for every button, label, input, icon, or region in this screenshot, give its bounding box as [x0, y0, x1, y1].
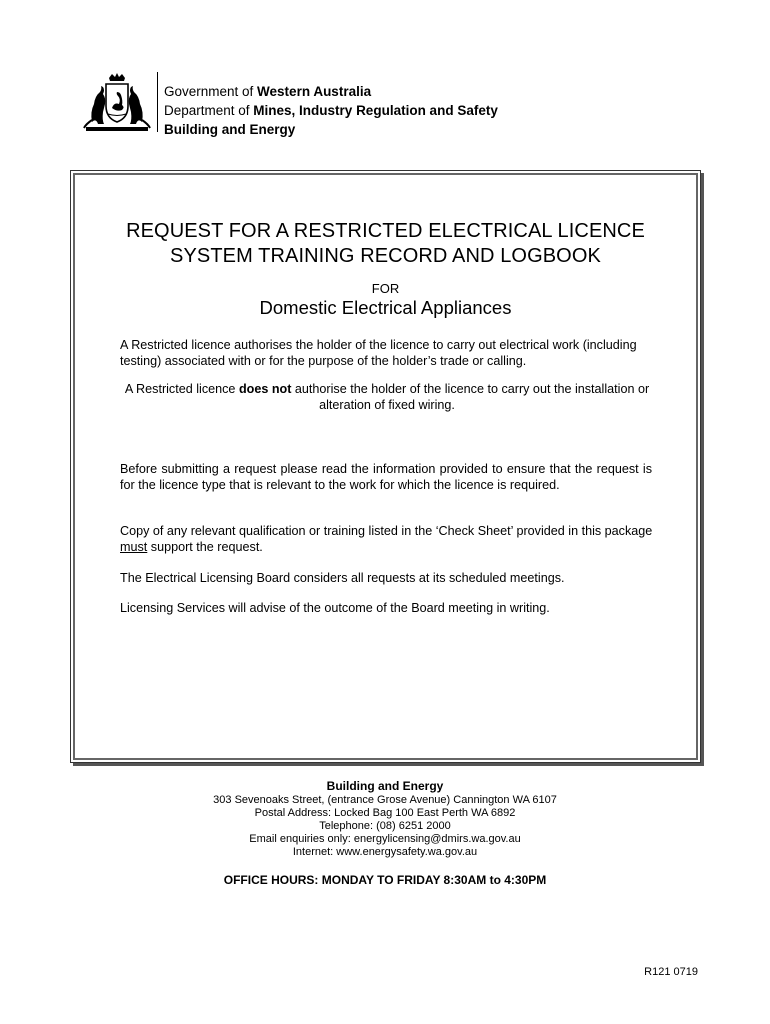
footer-title: Building and Energy	[326, 779, 444, 793]
licence-type-subtitle: Domestic Electrical Appliances	[259, 297, 512, 318]
board-meetings-paragraph: The Electrical Licensing Board considers all requests at its scheduled meetings.	[120, 571, 565, 585]
agency-names	[164, 82, 564, 139]
division-line: Building and Energy	[164, 122, 296, 137]
document-title	[71, 219, 700, 269]
postal-address: Postal Address: Locked Bag 100 East Perth WA 6892	[254, 807, 516, 819]
email-enquiries: Email enquiries only: energylicensing@dmirs.wa.gov.au	[249, 833, 521, 845]
before-submitting-paragraph: Before submitting a request please read the information provided to ensure that the request is for the licence type that is relevant to the work for which the licence is required.	[120, 462, 652, 492]
title-line-1: REQUEST FOR A RESTRICTED ELECTRICAL LICENCE	[126, 220, 645, 242]
internet-address: Internet: www.energysafety.wa.gov.au	[292, 846, 478, 858]
government-line: Government of Western Australia	[164, 84, 372, 99]
department-line: Department of Mines, Industry Regulation and Safety	[164, 103, 498, 118]
office-hours: OFFICE HOURS: MONDAY TO FRIDAY 8:30AM to 4:30PM	[223, 873, 547, 887]
outcome-paragraph: Licensing Services will advise of the outcome of the Board meeting in writing.	[120, 601, 550, 615]
header-divider	[157, 72, 158, 132]
cover-box	[70, 170, 701, 763]
form-code: R121 0719	[644, 966, 698, 978]
qualification-paragraph: Copy of any relevant qualification or training listed in the ‘Check Sheet’ provided in this package must support the request.	[120, 524, 653, 554]
does-not-authorise-paragraph: A Restricted licence does not authorise the holder of the licence to carry out the installation or alteration of fixed wiring.	[124, 382, 650, 412]
wa-coat-of-arms-icon	[78, 72, 156, 134]
contact-footer	[100, 780, 670, 859]
telephone: Telephone: (08) 6251 2000	[319, 820, 451, 832]
title-line-2: SYSTEM TRAINING RECORD AND LOGBOOK	[170, 245, 601, 267]
street-address: 303 Sevenoaks Street, (entrance Grose Avenue) Cannington WA 6107	[213, 794, 557, 806]
restricted-licence-paragraph: A Restricted licence authorises the holder of the licence to carry out electrical work (including testing) associated with or for the purpose of the holder’s trade or calling.	[120, 338, 637, 368]
for-label: FOR	[371, 281, 400, 296]
